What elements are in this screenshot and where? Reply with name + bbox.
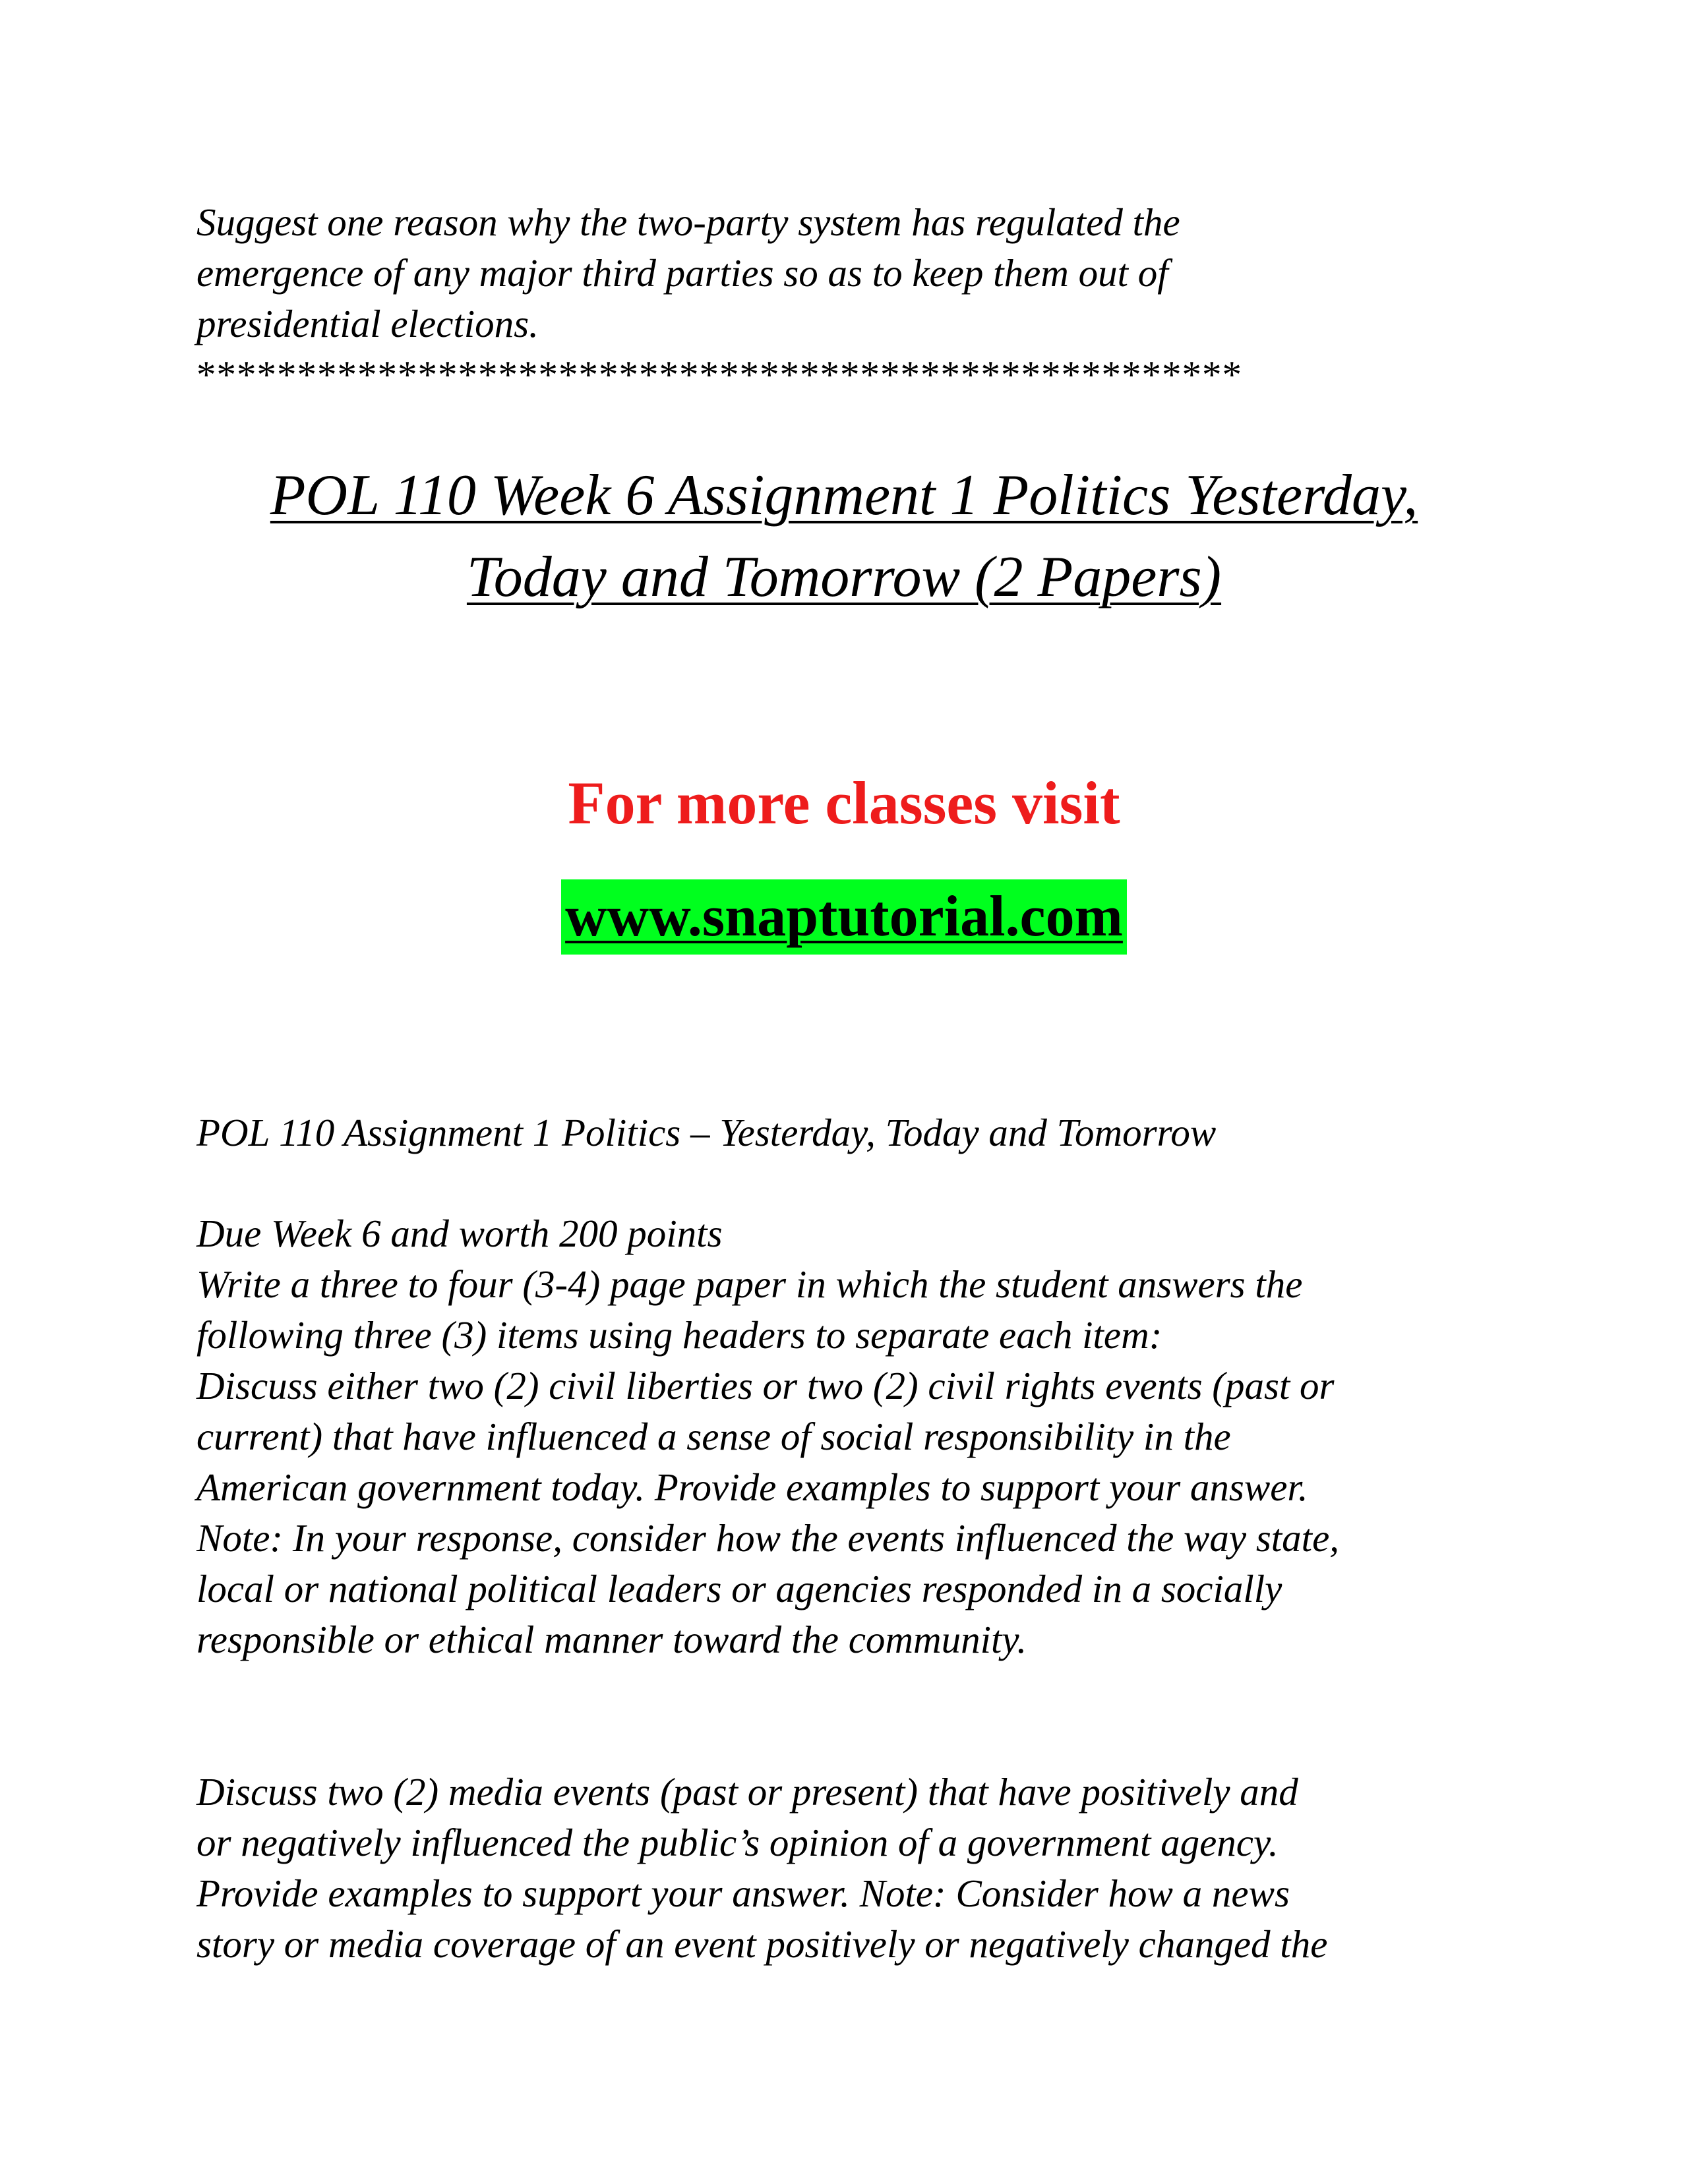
body-line: Discuss either two (2) civil liberties or two (2) civil rights events (past or [196, 1364, 1335, 1407]
media-events-paragraph [196, 1767, 1528, 1970]
promo-text: For more classes visit [568, 769, 1120, 837]
promo-link-container [0, 879, 1688, 955]
title-line-2: Today and Tomorrow (2 Papers) [466, 545, 1222, 609]
assignment-heading: POL 110 Assignment 1 Politics – Yesterday, Today and Tomorrow [196, 1111, 1217, 1154]
body-line: Provide examples to support your answer. Note: Consider how a news [196, 1872, 1290, 1915]
assignment-body [196, 1208, 1528, 1665]
title-line-1: POL 110 Week 6 Assignment 1 Politics Yesterday, [270, 463, 1418, 527]
body-line: current) that have influenced a sense of social responsibility in the [196, 1415, 1231, 1458]
asterisk-separator: **************************************************** [196, 353, 1242, 396]
body-line: Note: In your response, consider how the events influenced the way state, [196, 1516, 1340, 1560]
body-line: story or media coverage of an event positively or negatively changed the [196, 1922, 1328, 1966]
website-link[interactable]: www.snaptutorial.com [561, 879, 1127, 955]
body-line: following three (3) items using headers to separate each item: [196, 1313, 1162, 1357]
body-line: Discuss two (2) media events (past or present) that have positively and [196, 1770, 1298, 1814]
body-line: local or national political leaders or agencies responded in a socially [196, 1567, 1282, 1610]
document-title [0, 455, 1688, 618]
intro-paragraph [196, 197, 1522, 400]
body-line: or negatively influenced the public’s opinion of a government agency. [196, 1821, 1279, 1864]
intro-line: Suggest one reason why the two-party system has regulated the [196, 200, 1180, 244]
body-line: Write a three to four (3-4) page paper in which the student answers the [196, 1262, 1303, 1306]
body-line: responsible or ethical manner toward the community. [196, 1618, 1027, 1661]
intro-line: presidential elections. [196, 302, 539, 345]
body-line: American government today. Provide examples to support your answer. [196, 1465, 1308, 1509]
body-line: Due Week 6 and worth 200 points [196, 1212, 723, 1255]
intro-line: emergence of any major third parties so as to keep them out of [196, 251, 1168, 295]
